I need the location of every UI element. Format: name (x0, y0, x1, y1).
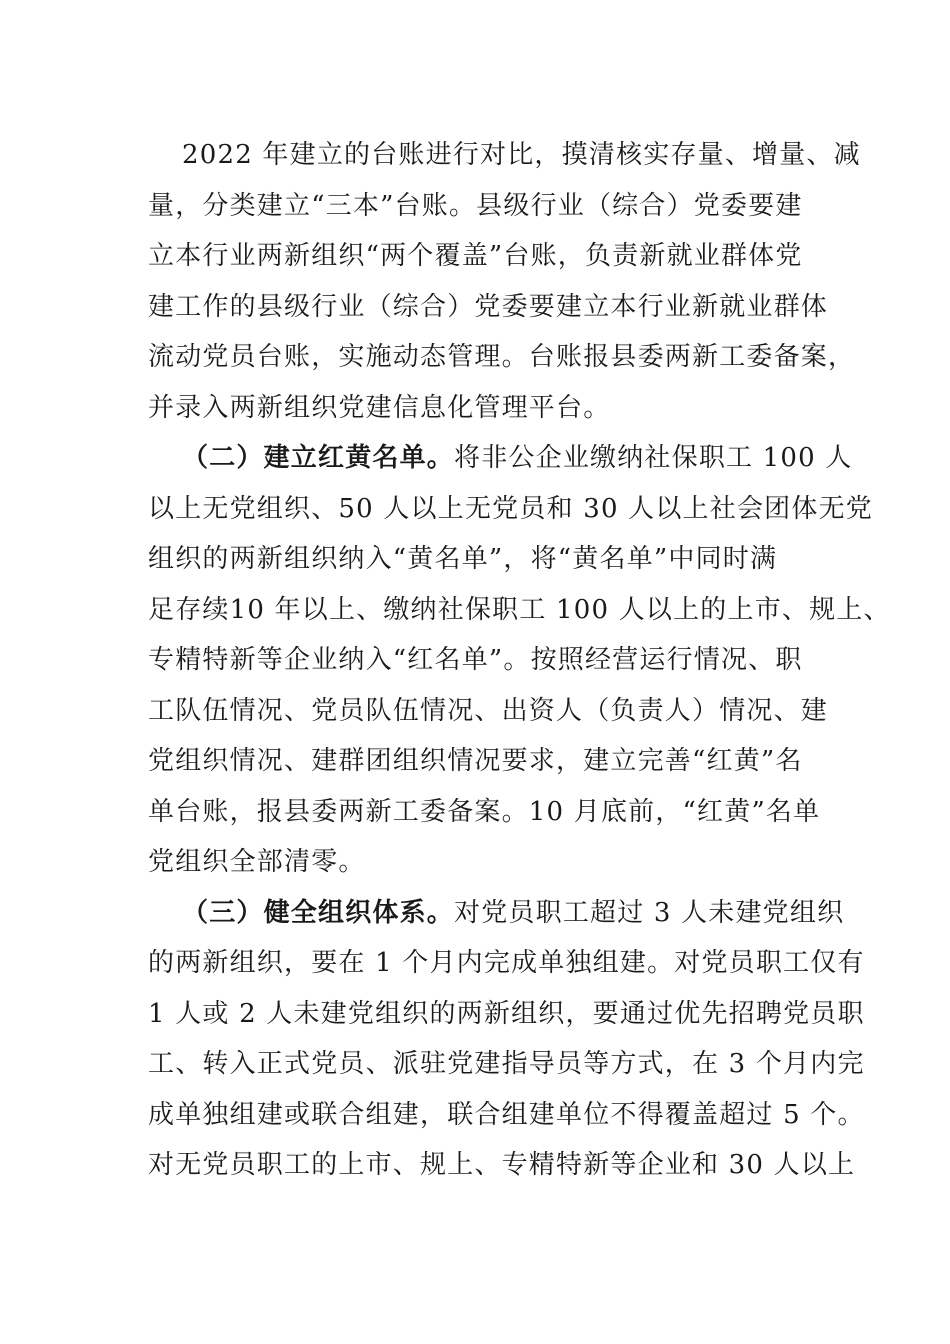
text-run: 对党员职工超过 3 人未建党组织 (454, 897, 845, 928)
text-line: 建工作的县级行业（综合）党委要建立本行业新就业群体 (148, 291, 829, 322)
section-heading: （二）建立红黄名单。 (182, 443, 455, 473)
text-line: 党组织全部清零。 (148, 847, 366, 877)
text-line: 足存续10 年以上、缴纳社保职工 100 人以上的上市、规上、 (148, 594, 891, 625)
text-line: 对无党员职工的上市、规上、专精特新等企业和 30 人以上 (148, 1150, 856, 1180)
text-line: 成单独组建或联合组建，联合组建单位不得覆盖超过 5 个。 (148, 1099, 865, 1130)
text-line: 工队伍情况、党员队伍情况、出资人（负责人）情况、建 (148, 695, 829, 726)
paragraph-red-yellow-list (148, 433, 891, 888)
text-line: 1 人或 2 人未建党组织的两新组织，要通过优先招聘党员职 (148, 998, 865, 1029)
text-line (148, 433, 853, 484)
text-line: 并录入两新组织党建信息化管理平台。 (148, 392, 611, 423)
text-line: 量，分类建立“三本”台账。县级行业（综合）党委要建 (148, 190, 803, 221)
text-line: 工、转入正式党员、派驻党建指导员等方式，在 3 个月内完 (148, 1049, 865, 1079)
text-line: 以上无党组织、50 人以上无党员和 30 人以上社会团体无党 (148, 493, 873, 524)
text-line: 流动党员台账，实施动态管理。台账报县委两新工委备案， (148, 342, 856, 372)
document-body (148, 130, 891, 1191)
text-line (148, 888, 845, 939)
paragraph-ledger (148, 130, 861, 433)
text-line: 的两新组织，要在 1 个月内完成单独组建。对党员职工仅有 (148, 948, 865, 978)
text-line: 专精特新等企业纳入“红名单”。按照经营运行情况、职 (148, 645, 803, 675)
text-line: 单台账，报县委两新工委备案。10 月底前，“红黄”名单 (148, 796, 821, 827)
text-line: 党组织情况、建群团组织情况要求，建立完善“红黄”名 (148, 746, 803, 776)
section-heading: （三）健全组织体系。 (182, 897, 455, 928)
paragraph-organization-system (148, 888, 865, 1191)
text-line: 2022 年建立的台账进行对比，摸清核实存量、增量、减 (182, 140, 861, 170)
text-line: 立本行业两新组织“两个覆盖”台账，负责新就业群体党 (148, 241, 803, 271)
text-line: 组织的两新组织纳入“黄名单”，将“黄名单”中同时满 (148, 544, 778, 574)
text-run: 将非公企业缴纳社保职工 100 人 (454, 443, 853, 473)
